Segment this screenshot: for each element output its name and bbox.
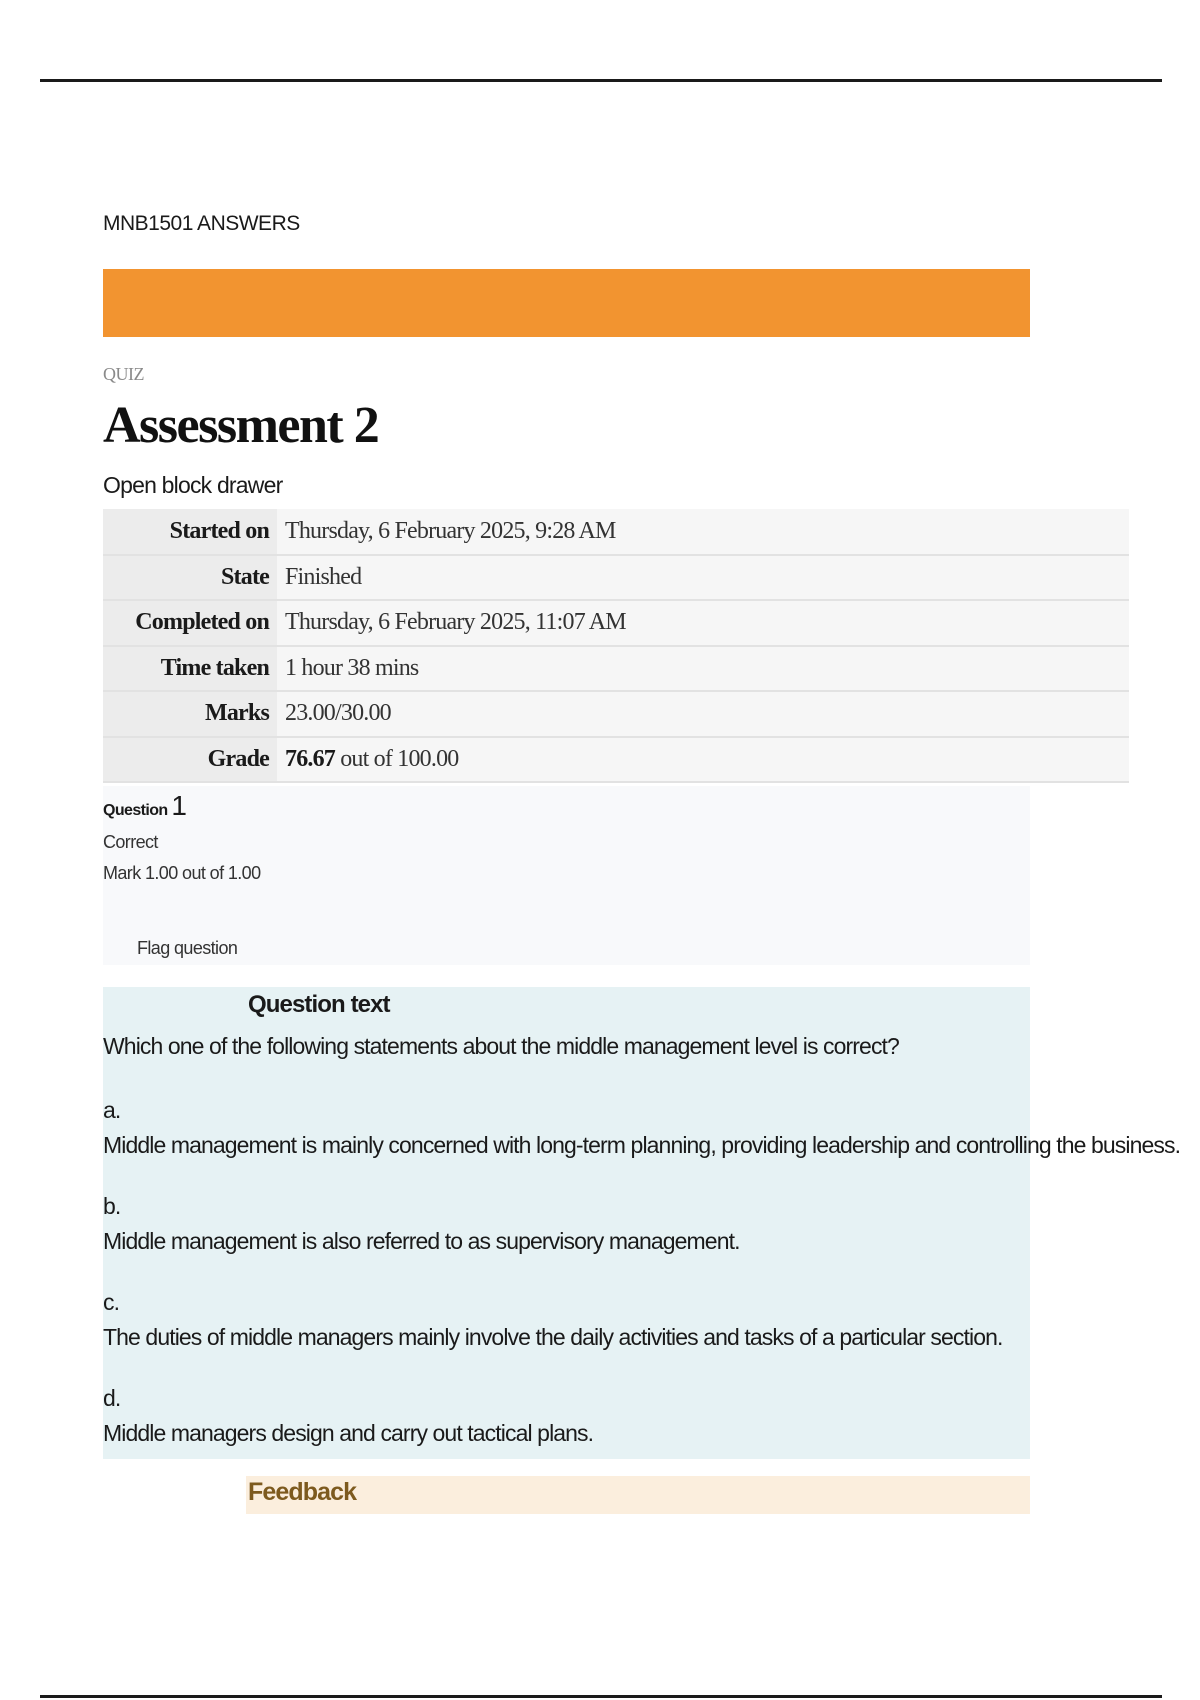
summary-value: Finished xyxy=(277,555,1129,601)
summary-value: 23.00/30.00 xyxy=(277,691,1129,737)
answer-letter: a. xyxy=(103,1097,121,1123)
summary-row-completed-on xyxy=(103,600,1129,646)
header-banner xyxy=(103,269,1030,337)
question-content-panel xyxy=(103,987,1181,1459)
summary-value: Thursday, 6 February 2025, 9:28 AM xyxy=(277,509,1129,555)
answer-option-c[interactable] xyxy=(103,1289,1002,1351)
question-number: 1 xyxy=(171,790,187,821)
question-text-heading: Question text xyxy=(248,991,390,1018)
summary-label: Completed on xyxy=(103,600,277,646)
bottom-rule xyxy=(40,1695,1162,1698)
answer-option-a[interactable] xyxy=(103,1097,1180,1159)
feedback-heading: Feedback xyxy=(248,1478,357,1506)
flag-question-button[interactable]: Flag question xyxy=(137,938,238,958)
document-title: MNB1501 ANSWERS xyxy=(103,212,300,235)
question-heading xyxy=(103,790,186,822)
answer-option-d[interactable] xyxy=(103,1385,593,1447)
top-rule xyxy=(40,79,1162,82)
answer-text: The duties of middle managers mainly involve the daily activities and tasks of a particular section. xyxy=(103,1324,1003,1350)
summary-value xyxy=(277,737,1129,783)
answer-text: Middle management is mainly concerned with long-term planning, providing leadership and controlling the business. xyxy=(103,1132,1181,1158)
summary-row-state xyxy=(103,555,1129,601)
summary-label: Time taken xyxy=(103,646,277,692)
summary-label: Started on xyxy=(103,509,277,555)
quiz-label: QUIZ xyxy=(103,364,144,384)
question-info-panel xyxy=(103,786,1030,965)
question-prompt: Which one of the following statements about the middle management level is correct? xyxy=(103,1033,899,1059)
summary-label: Marks xyxy=(103,691,277,737)
attempt-summary-table xyxy=(103,509,1129,783)
summary-row-marks xyxy=(103,691,1129,737)
open-block-drawer-link[interactable]: Open block drawer xyxy=(103,472,283,498)
answer-letter: b. xyxy=(103,1193,121,1219)
question-state: Correct xyxy=(103,832,158,852)
summary-row-time-taken xyxy=(103,646,1129,692)
grade-score: 76.67 xyxy=(285,745,336,772)
summary-row-grade xyxy=(103,737,1129,783)
question-mark: Mark 1.00 out of 1.00 xyxy=(103,863,261,883)
summary-label: State xyxy=(103,555,277,601)
feedback-panel xyxy=(246,1476,1030,1514)
page-title: Assessment 2 xyxy=(103,397,379,454)
summary-row-started-on xyxy=(103,509,1129,555)
summary-value: Thursday, 6 February 2025, 11:07 AM xyxy=(277,600,1129,646)
answer-letter: c. xyxy=(103,1289,120,1315)
summary-label: Grade xyxy=(103,737,277,783)
answer-letter: d. xyxy=(103,1385,121,1411)
answer-option-b[interactable] xyxy=(103,1193,740,1255)
question-label: Question xyxy=(103,802,168,819)
summary-value: 1 hour 38 mins xyxy=(277,646,1129,692)
answer-text: Middle management is also referred to as supervisory management. xyxy=(103,1228,740,1254)
grade-out-of: out of 100.00 xyxy=(335,745,459,772)
answer-text: Middle managers design and carry out tactical plans. xyxy=(103,1420,594,1446)
